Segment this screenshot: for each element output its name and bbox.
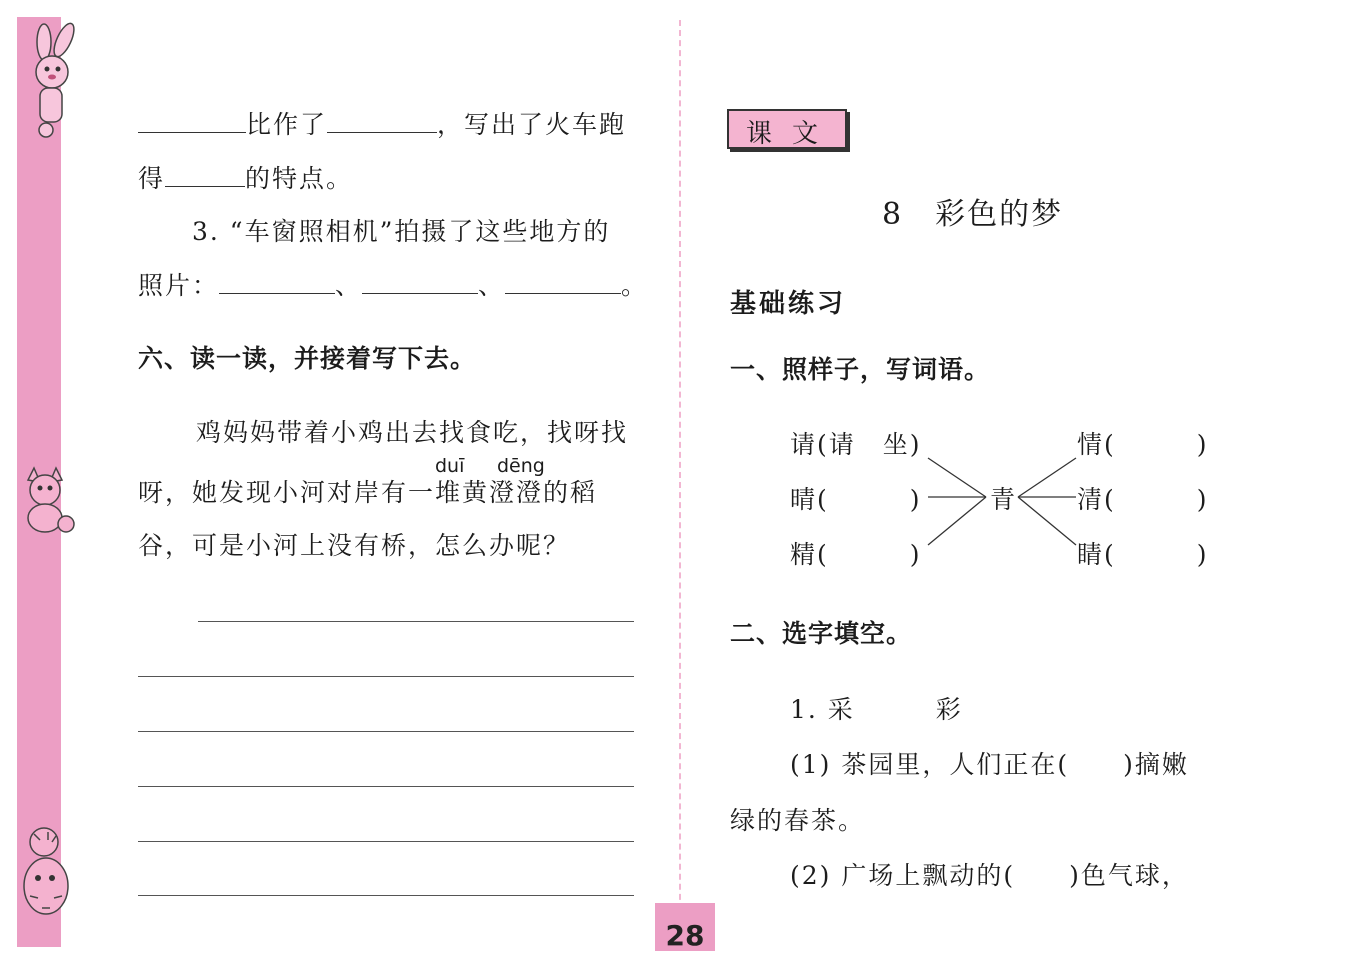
right-item[interactable]: 睛( )	[1077, 540, 1209, 569]
right-item[interactable]: 情( )	[1077, 430, 1209, 459]
lesson-tag: 课文	[727, 109, 847, 149]
left-item[interactable]: 精( )	[790, 540, 922, 569]
q1-header: 1. 采 彩	[790, 695, 963, 724]
s1-line2: 绿的春茶。	[730, 806, 866, 835]
section2-title: 二、选字填空。	[730, 619, 913, 648]
q3-line1: 3. “车窗照相机”拍摄了这些地方的	[192, 217, 611, 246]
q3-line2: 照片： 、 、 。	[138, 271, 649, 300]
page-number-badge	[655, 903, 715, 951]
passage-line2: 呀，她发现小河对岸有一堆黄澄澄的稻	[138, 478, 598, 507]
s1-line1[interactable]: (1) 茶园里，人们正在( )摘嫩	[790, 750, 1189, 779]
pinyin-deng: dēng	[497, 455, 545, 477]
passage-line3: 谷，可是小河上没有桥，怎么办呢？	[138, 531, 571, 560]
s2-line1[interactable]: (2) 广场上飘动的( )色气球，	[790, 861, 1189, 890]
basic-practice-title: 基础练习	[730, 289, 847, 319]
right-item[interactable]: 清( )	[1077, 485, 1209, 514]
page-number: 28	[665, 919, 705, 952]
example-word[interactable]: 请(请 坐)	[790, 430, 922, 459]
lesson-title: 8 彩色的梦	[882, 197, 1064, 232]
q2-line2: 得 的特点。	[138, 164, 354, 193]
pinyin-dui: duī	[435, 455, 465, 477]
section6-title: 六、读一读，并接着写下去。	[138, 344, 477, 373]
left-item[interactable]: 晴( )	[790, 485, 922, 514]
q2-line1: 比作了 ，写出了火车跑	[138, 110, 626, 140]
center-char: 青	[990, 485, 1018, 514]
section1-title: 一、照样子，写词语。	[730, 355, 991, 384]
passage-line1: 鸡妈妈带着小鸡出去找食吃，找呀找	[196, 418, 629, 447]
